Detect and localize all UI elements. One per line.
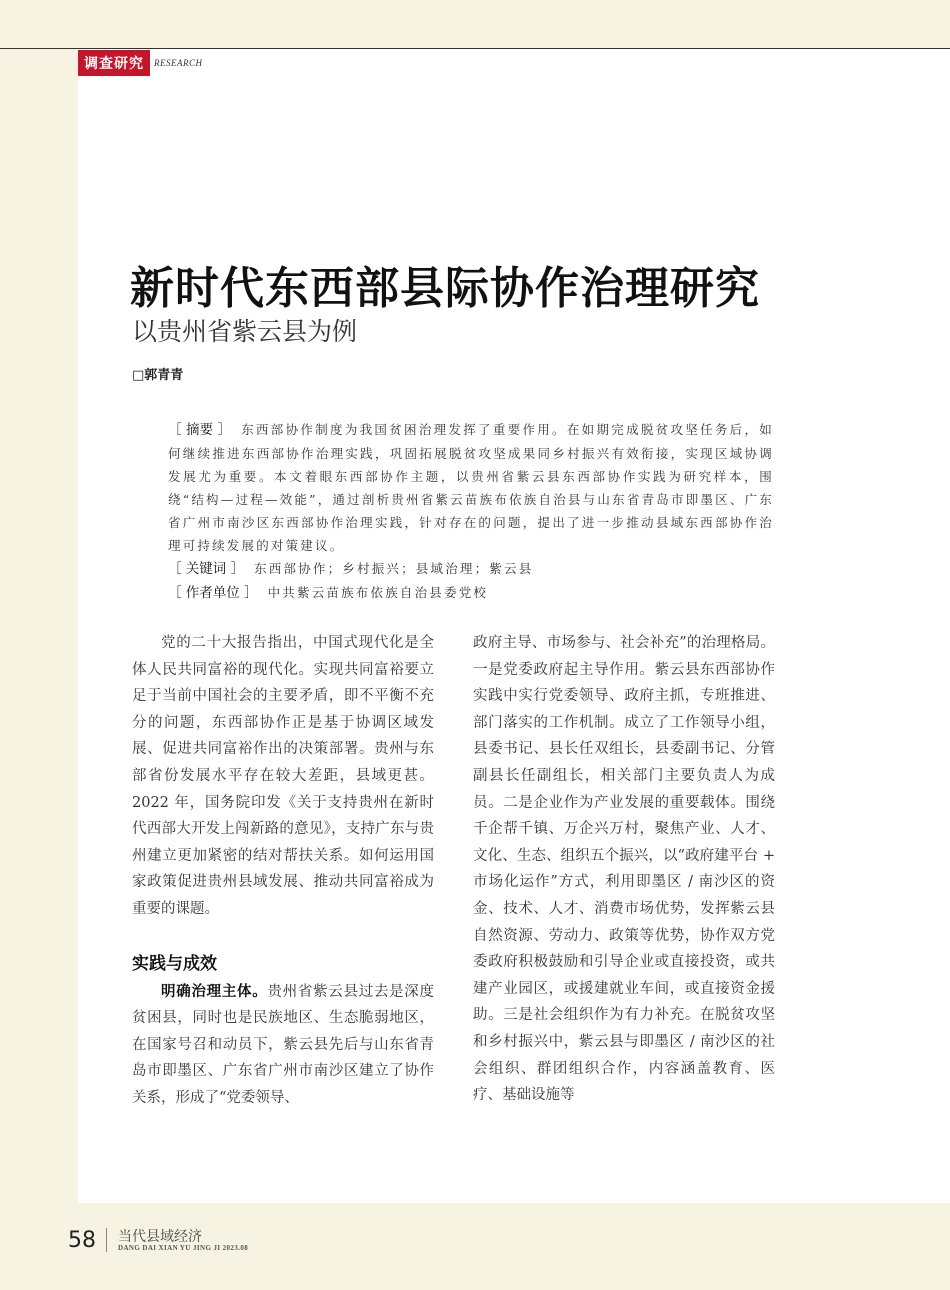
abstract-paragraph (132, 418, 774, 557)
practice-paragraph (132, 979, 434, 1112)
lead-heading: 明确治理主体。 (161, 982, 268, 1000)
keywords-tag: ［ 关键词 ］ (168, 561, 245, 577)
practice-text: 贵州省紫云县过去是深度贫困县，同时也是民族地区、生态脆弱地区，在国家号召和动员下，紫云县先后与山东省青岛市即墨区、广东省广州市南沙区建立了协作关系，形成了“党委领导、 (132, 983, 435, 1106)
section-label: 调查研究 (78, 50, 150, 76)
journal-name: 当代县域经济 (118, 1229, 202, 1245)
keywords-line (132, 557, 774, 581)
abstract-tag: ［ 摘要 ］ (168, 422, 232, 438)
journal-issue: DANG DAI XIAN YU JING JI 2023.08 (118, 1244, 249, 1252)
article-subtitle: 以贵州省紫云县为例 (132, 317, 358, 346)
section-tag (78, 50, 203, 75)
section-heading: 实践与成效 (132, 953, 217, 974)
author: □郭青青 (132, 368, 184, 383)
abstract-block (132, 418, 774, 605)
footer-divider (106, 1228, 107, 1252)
affiliation-text: 中共紫云苗族布依族自治县委党校 (267, 585, 489, 600)
intro-paragraph: 党的二十大报告指出，中国式现代化是全体人民共同富裕的现代化。实现共同富裕要立足于当前中国社会的主要矛盾，即不平衡不充分的问题，东西部协作正是基于协调区域发展、促进共同富裕作出的决策部署。贵州与东部省份发展水平存在较大差距，县域更甚。2022 年，国务院印发《关于支持贵州在新时代西部大开发上闯新路的意见》，支持广东与贵州建立更加紧密的结对帮扶关系。如何运用国家政策促进贵州县域发展、推动共同富裕成为重要的课题。 (132, 635, 434, 917)
continued-paragraph: 政府主导、市场参与、社会补充”的治理格局。一是党委政府起主导作用。紫云县东西部协作实践中实行党委领导、政府主抓，专班推进、部门落实的工作机制。成立了工作领导小组，县委书记、县长任双组长，县委副书记、分管副县长任副组长，相关部门主要负责人为成员。二是企业作为产业发展的重要载体。围绕千企帮千镇、万企兴万村，聚焦产业、人才、文化、生态、组织五个振兴，以“政府建平台 + 市场化运作”方式，利用即墨区 / 南沙区的资金、技术、人才、消费市场优势，发挥紫云县自然资源、劳动力、政策等优势，协作双方党委政府积极鼓励和引导企业或直接投资，或共建产业园区，或援建就业车间，或直接资金援助。三是社会组织作为有力补充。在脱贫攻坚和乡村振兴中，紫云县与即墨区 / 南沙区的社会组织、群团组织合作，内容涵盖教育、医疗、基础设施等 (473, 635, 775, 1104)
affiliation-tag: ［ 作者单位 ］ (168, 585, 258, 601)
article-title: 新时代东西部县际协作治理研究 (130, 263, 760, 314)
affiliation-line (132, 581, 774, 605)
page-number: 58 (68, 1228, 96, 1253)
keywords-text: 东西部协作；乡村振兴；县域治理；紫云县 (254, 561, 534, 576)
body-column-left (132, 630, 434, 1112)
abstract-text: 东西部协作制度为我国贫困治理发挥了重要作用。在如期完成脱贫攻坚任务后，如何继续推进东西部协作治理实践，巩固拓展脱贫攻坚成果同乡村振兴有效衔接，实现区域协调发展尤为重要。本文着眼东西部协作主题，以贵州省紫云县东西部协作实践为研究样本，围绕“结构—过程—效能”，通过剖析贵州省紫云苗族布依族自治县与山东省青岛市即墨区、广东省广州市南沙区东西部协作治理实践，针对存在的问题，提出了进一步推动县域东西部协作治理可持续发展的对策建议。 (168, 422, 774, 553)
section-label-en: RESEARCH (154, 57, 203, 68)
body-column-right (473, 630, 775, 1109)
